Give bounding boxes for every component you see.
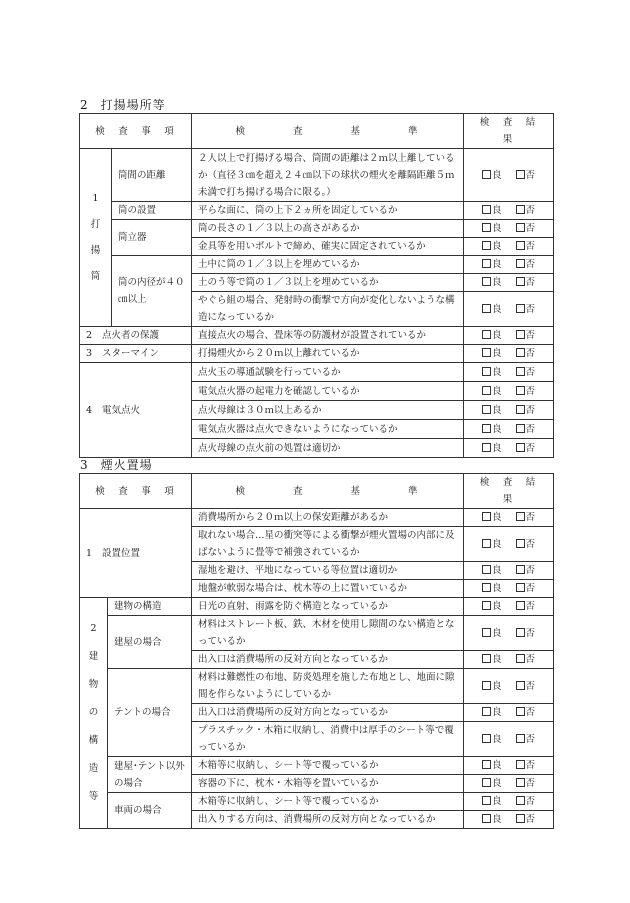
table-row <box>80 363 554 382</box>
result-cell: 良 否 <box>464 292 554 327</box>
bad-checkbox[interactable] <box>516 628 525 637</box>
bad-checkbox[interactable] <box>516 778 525 787</box>
good-checkbox[interactable] <box>482 734 491 743</box>
group-location: 1 設置位置 <box>80 509 192 598</box>
standard-text: 木箱等に収納し、シート等で覆っているか <box>192 757 464 775</box>
bad-checkbox[interactable] <box>516 277 525 286</box>
standard-text: 材料はストレート板、鉄、木材を使用し隙間のない構造となっているか <box>192 616 464 651</box>
good-checkbox[interactable] <box>482 386 491 395</box>
result-cell: 良 否 <box>464 202 554 220</box>
bad-checkbox[interactable] <box>516 304 525 313</box>
result-cell: 良 否 <box>464 509 554 527</box>
good-checkbox[interactable] <box>482 707 491 716</box>
result-cell: 良 否 <box>464 775 554 793</box>
bad-checkbox[interactable] <box>516 707 525 716</box>
result-cell: 良 否 <box>464 527 554 562</box>
good-checkbox[interactable] <box>482 760 491 769</box>
standard-text: 点火母線の点火前の処置は適切か <box>192 439 464 458</box>
result-cell: 良 否 <box>464 439 554 458</box>
standard-text: 湿地を避け、平地になっている等位置は適切か <box>192 562 464 580</box>
header-standard: 検 査 基 準 <box>192 114 464 149</box>
standard-text: 金具等を用いボルトで締め、確実に固定されているか <box>192 238 464 256</box>
table-header-row <box>80 474 554 509</box>
table-row <box>80 345 554 363</box>
bad-checkbox[interactable] <box>516 512 525 521</box>
result-cell: 良 否 <box>464 757 554 775</box>
result-cell: 良 否 <box>464 382 554 401</box>
good-checkbox[interactable] <box>482 601 491 610</box>
result-cell: 良 否 <box>464 345 554 363</box>
good-checkbox[interactable] <box>482 205 491 214</box>
sub-item: 建物の構造 <box>108 598 192 616</box>
standard-text: 点火母線は３０ｍ以上あるか <box>192 401 464 420</box>
bad-checkbox[interactable] <box>516 259 525 268</box>
table-row <box>80 757 554 775</box>
sub-item: 車両の場合 <box>108 793 192 829</box>
table-row <box>80 793 554 811</box>
good-checkbox[interactable] <box>482 277 491 286</box>
standard-text: 平らな面に、筒の上下２ヵ所を固定しているか <box>192 202 464 220</box>
result-cell: 良 否 <box>464 562 554 580</box>
result-cell: 良 否 <box>464 274 554 292</box>
standard-text: 取れない場合…星の衝突等による衝撃が煙火置場の内部に及ばないように畳等で補強されているか <box>192 527 464 562</box>
bad-checkbox[interactable] <box>516 223 525 232</box>
bad-checkbox[interactable] <box>516 241 525 250</box>
result-cell: 良 否 <box>464 651 554 669</box>
table-header-row <box>80 114 554 149</box>
table-row <box>80 256 554 274</box>
bad-checkbox[interactable] <box>516 170 525 179</box>
good-checkbox[interactable] <box>482 628 491 637</box>
table-row <box>80 669 554 704</box>
bad-checkbox[interactable] <box>516 205 525 214</box>
result-cell: 良 否 <box>464 616 554 651</box>
result-cell: 良 否 <box>464 363 554 382</box>
standard-text: 地盤が軟弱な場合は、枕木等の上に置いているか <box>192 580 464 598</box>
result-cell: 良 否 <box>464 722 554 757</box>
header-standard: 検 査 基 準 <box>192 474 464 509</box>
result-cell: 良 否 <box>464 256 554 274</box>
good-checkbox[interactable] <box>482 583 491 592</box>
standard-text: 土のう等で筒の１／３以上を埋めているか <box>192 274 464 292</box>
sub-item: 筒間の距離 <box>112 149 192 202</box>
inspection-table-storage <box>79 473 554 829</box>
good-checkbox[interactable] <box>482 304 491 313</box>
section-2-title: 2 打揚場所等 <box>80 98 166 112</box>
standard-text: 打揚煙火から２０ｍ以上離れているか <box>192 345 464 363</box>
result-cell: 良 否 <box>464 220 554 238</box>
sub-item: テントの場合 <box>108 669 192 757</box>
table-row <box>80 327 554 345</box>
group-starmine: 3 スターマイン <box>80 345 192 363</box>
result-cell: 良 否 <box>464 401 554 420</box>
result-cell: 良 否 <box>464 811 554 829</box>
good-checkbox[interactable] <box>482 796 491 805</box>
good-checkbox[interactable] <box>482 814 491 823</box>
table-row <box>80 616 554 651</box>
good-checkbox[interactable] <box>482 654 491 663</box>
standard-text: 出入口は消費場所の反対方向となっているか <box>192 651 464 669</box>
table-row <box>80 598 554 616</box>
good-checkbox[interactable] <box>482 348 491 357</box>
standard-text: 土中に筒の１／３以上を埋めているか <box>192 256 464 274</box>
group-building-structure: 2 建 物 の 構 造 等 <box>80 598 108 829</box>
good-checkbox[interactable] <box>482 405 491 414</box>
standard-text: 容器の下に、枕木・木箱等を置いているか <box>192 775 464 793</box>
good-checkbox[interactable] <box>482 778 491 787</box>
section-3-title: 3 煙火置場 <box>80 458 153 472</box>
standard-text: 電気点火器は点火できないようになっているか <box>192 420 464 439</box>
good-checkbox[interactable] <box>482 170 491 179</box>
bad-checkbox[interactable] <box>516 796 525 805</box>
bad-checkbox[interactable] <box>516 681 525 690</box>
sub-item: 建屋の場合 <box>108 616 192 669</box>
bad-checkbox[interactable] <box>516 539 525 548</box>
good-checkbox[interactable] <box>482 424 491 433</box>
bad-checkbox[interactable] <box>516 601 525 610</box>
table-row <box>80 149 554 202</box>
standard-text: ２人以上で打揚げる場合、筒間の距離は２ｍ以上離しているか（直径３㎝を超え２４㎝以下の球状の煙火を離隔距離５ｍ未満で打ち揚げる場合に限る。） <box>192 149 464 202</box>
good-checkbox[interactable] <box>482 681 491 690</box>
good-checkbox[interactable] <box>482 443 491 452</box>
standard-text: 直接点火の場合、畳床等の防護材が設置されているか <box>192 327 464 345</box>
bad-checkbox[interactable] <box>516 565 525 574</box>
bad-checkbox[interactable] <box>516 348 525 357</box>
standard-text: 筒の長さの１／３以上の高さがあるか <box>192 220 464 238</box>
header-result: 検 査 結 果 <box>464 114 554 149</box>
sub-item: 筒の設置 <box>112 202 192 220</box>
good-checkbox[interactable] <box>482 223 491 232</box>
bad-checkbox[interactable] <box>516 443 525 452</box>
standard-text: 出入口は消費場所の反対方向となっているか <box>192 704 464 722</box>
bad-checkbox[interactable] <box>516 405 525 414</box>
sub-item: 筒立器 <box>112 220 192 256</box>
header-item: 検 査 事 項 <box>80 474 192 509</box>
group-electric-ignition: 4 電気点火 <box>80 363 192 458</box>
result-cell: 良 否 <box>464 669 554 704</box>
table-row <box>80 220 554 238</box>
good-checkbox[interactable] <box>482 241 491 250</box>
group-igniter-protection: 2 点火者の保護 <box>80 327 192 345</box>
bad-checkbox[interactable] <box>516 330 525 339</box>
result-cell: 良 否 <box>464 598 554 616</box>
good-checkbox[interactable] <box>482 565 491 574</box>
good-checkbox[interactable] <box>482 512 491 521</box>
bad-checkbox[interactable] <box>516 424 525 433</box>
good-checkbox[interactable] <box>482 367 491 376</box>
standard-text: 消費場所から２０ｍ以上の保安距離があるか <box>192 509 464 527</box>
header-item: 検 査 事 項 <box>80 114 192 149</box>
group-launch-tube: 1 打 揚 筒 <box>80 149 112 327</box>
bad-checkbox[interactable] <box>516 814 525 823</box>
result-cell: 良 否 <box>464 793 554 811</box>
good-checkbox[interactable] <box>482 330 491 339</box>
standard-text: 電気点火器の起電力を確認しているか <box>192 382 464 401</box>
sub-item: 筒の内径が４０㎝以上 <box>112 256 192 327</box>
header-result: 検 査 結 果 <box>464 474 554 509</box>
standard-text: 点火玉の導通試験を行っているか <box>192 363 464 382</box>
bad-checkbox[interactable] <box>516 734 525 743</box>
bad-checkbox[interactable] <box>516 367 525 376</box>
bad-checkbox[interactable] <box>516 654 525 663</box>
bad-checkbox[interactable] <box>516 760 525 769</box>
result-cell: 良 否 <box>464 238 554 256</box>
result-cell: 良 否 <box>464 704 554 722</box>
result-cell: 良 否 <box>464 580 554 598</box>
standard-text: やぐら組の場合、発射時の衝撃で方向が変化しないような構造になっているか <box>192 292 464 327</box>
standard-text: 出入りする方向は、消費場所の反対方向となっているか <box>192 811 464 829</box>
table-row <box>80 202 554 220</box>
inspection-table-launch-site <box>79 113 554 458</box>
good-checkbox[interactable] <box>482 259 491 268</box>
sub-item: 建屋･テント以外の場合 <box>108 757 192 793</box>
bad-checkbox[interactable] <box>516 583 525 592</box>
standard-text: 日光の直射、雨露を防ぐ構造となっているか <box>192 598 464 616</box>
table-row <box>80 509 554 527</box>
standard-text: 木箱等に収納し、シート等で覆っているか <box>192 793 464 811</box>
standard-text: 材料は難燃性の布地、防炎処理を施した布地とし、地面に隙間を作らないようにしているか <box>192 669 464 704</box>
good-checkbox[interactable] <box>482 539 491 548</box>
result-cell: 良 否 <box>464 149 554 202</box>
result-cell: 良 否 <box>464 420 554 439</box>
result-cell: 良 否 <box>464 327 554 345</box>
bad-checkbox[interactable] <box>516 386 525 395</box>
standard-text: プラスチック・木箱に収納し、消費中は厚手のシート等で覆っているか <box>192 722 464 757</box>
